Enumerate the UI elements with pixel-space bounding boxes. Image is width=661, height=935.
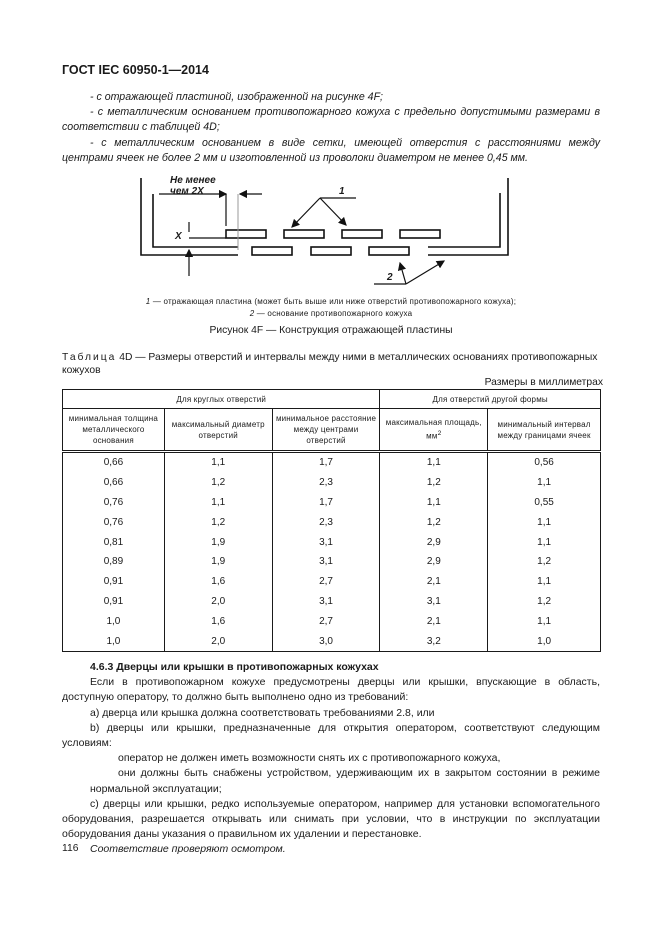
paragraph-subitem: они должны быть снабжены устройством, удерживающим их в закрытом состоянии в режиме нормальной эксплуатации; xyxy=(90,767,600,795)
table-cell: 0,91 xyxy=(63,572,165,592)
table-row xyxy=(63,493,601,513)
intro-item: - с металлическим основанием противопожарного кожуха с предельно допустимыми размерами в соответствии с таблицей 4D; xyxy=(62,106,600,134)
table-cell: 1,9 xyxy=(164,552,272,572)
table-cell: 1,9 xyxy=(164,532,272,552)
table-row xyxy=(63,512,601,532)
table-cell: 0,66 xyxy=(63,473,165,493)
figure-label-2: 2 xyxy=(387,272,393,283)
table-cell: 1,6 xyxy=(164,572,272,592)
compliance-note: Соответствие проверяют осмотром. xyxy=(90,843,286,856)
column-header: максимальная площадь, $мм^2$ xyxy=(380,409,488,452)
table-cell: 2,1 xyxy=(380,611,488,631)
page-number: 116 xyxy=(62,843,79,854)
column-header: минимальное расстояние между центрами отверстий xyxy=(272,409,380,452)
table-row xyxy=(63,611,601,631)
table-cell: 0,66 xyxy=(63,452,165,473)
intro-item: - с металлическим основанием в виде сетки, имеющей отверстия с расстояниями между центрами ячеек не более 2 мм и изготовленной из проволоки диаметром не менее 0,45 мм. xyxy=(62,136,600,164)
table-cell: 1,0 xyxy=(63,611,165,631)
figure-legend xyxy=(62,296,600,320)
table-cell: 2,9 xyxy=(380,552,488,572)
figure-label-min: Не менее чем 2X xyxy=(170,175,216,197)
table-row xyxy=(63,452,601,473)
figure-label-x: X xyxy=(175,231,182,242)
section-4-6-3 xyxy=(62,660,600,858)
table-cell: 2,1 xyxy=(380,572,488,592)
table-cell: 1,1 xyxy=(488,532,601,552)
column-header: минимальный интервал между границами ячеек xyxy=(488,409,601,452)
table-cell: 1,1 xyxy=(380,493,488,513)
paragraph-item-a: a) дверца или крышка должна соответствовать требованиями 2.8, или xyxy=(90,706,435,719)
table-cell: 1,2 xyxy=(380,473,488,493)
intro-list xyxy=(62,90,600,166)
table-4d xyxy=(62,389,601,652)
document-header: ГОСТ IEC 60950-1—2014 xyxy=(62,63,209,77)
table-cell: 1,1 xyxy=(164,452,272,473)
table-cell: 1,1 xyxy=(488,473,601,493)
legend-item: 2 — основание противопожарного кожуха xyxy=(249,309,413,318)
table-cell: 1,1 xyxy=(164,493,272,513)
table-cell: 1,6 xyxy=(164,611,272,631)
table-cell: 1,2 xyxy=(380,512,488,532)
table-title: Таблица 4D — Размеры отверстий и интервалы между ними в металлических основаниях противопожарных кожухов xyxy=(62,352,598,376)
table-cell: 0,91 xyxy=(63,592,165,612)
table-row xyxy=(63,552,601,572)
table-cell: 2,0 xyxy=(164,631,272,651)
paragraph-item-b: b) дверцы или крышки, предназначенные для открытия оператором, соответствуют следующим условиям: xyxy=(62,721,600,750)
column-header: минимальная толщина металлического основания xyxy=(63,409,165,452)
table-cell: 1,0 xyxy=(488,631,601,651)
table-cell: 3,0 xyxy=(272,631,380,651)
table-cell: 2,0 xyxy=(164,592,272,612)
table-cell: 3,2 xyxy=(380,631,488,651)
table-cell: 2,9 xyxy=(380,532,488,552)
table-units: Размеры в миллиметрах xyxy=(484,377,603,388)
table-cell: 1,2 xyxy=(164,512,272,532)
table-cell: 3,1 xyxy=(272,552,380,572)
paragraph-subitem: оператор не должен иметь возможности снять их с противопожарного кожуха, xyxy=(118,752,501,765)
legend-item: 1 — отражающая пластина (может быть выше или ниже отверстий противопожарного кожуха); xyxy=(145,297,517,306)
table-cell: 0,89 xyxy=(63,552,165,572)
table-cell: 2,7 xyxy=(272,572,380,592)
intro-item: - с отражающей пластиной, изображенной на рисунке 4F; xyxy=(90,91,383,103)
table-cell: 0,56 xyxy=(488,452,601,473)
table-cell: 1,1 xyxy=(488,512,601,532)
table-cell: 1,7 xyxy=(272,452,380,473)
figure-label-1: 1 xyxy=(339,186,345,197)
table-cell: 1,0 xyxy=(63,631,165,651)
table-cell: 0,81 xyxy=(63,532,165,552)
table-row xyxy=(63,473,601,493)
table-cell: 2,3 xyxy=(272,512,380,532)
table-cell: 1,1 xyxy=(380,452,488,473)
table-cell: 3,1 xyxy=(380,592,488,612)
table-cell: 1,1 xyxy=(488,611,601,631)
table-cell: 2,7 xyxy=(272,611,380,631)
table-cell: 0,55 xyxy=(488,493,601,513)
table-row xyxy=(63,572,601,592)
section-heading: 4.6.3 Дверцы или крышки в противопожарных кожухах xyxy=(90,661,379,673)
group-header-other: Для отверстий другой формы xyxy=(380,390,601,409)
table-cell: 1,2 xyxy=(164,473,272,493)
table-cell: 2,3 xyxy=(272,473,380,493)
table-cell: 3,1 xyxy=(272,592,380,612)
table-cell: 1,1 xyxy=(488,572,601,592)
column-header: максимальный диаметр отверстий xyxy=(164,409,272,452)
paragraph-item-c: c) дверцы или крышки, редко используемые оператором, например для установки вспомогательного оборудования, разрешается открывать или снимать при условии, что в инструкции по эксплуатации оборудования даны указания о правильном их удалении и перестановке. xyxy=(62,797,600,841)
table-cell: 3,1 xyxy=(272,532,380,552)
table-cell: 0,76 xyxy=(63,512,165,532)
table-cell: 1,2 xyxy=(488,552,601,572)
table-row xyxy=(63,631,601,651)
figure-caption: Рисунок 4F — Конструкция отражающей пластины xyxy=(209,325,453,336)
table-cell: 0,76 xyxy=(63,493,165,513)
table-cell: 1,7 xyxy=(272,493,380,513)
table-row xyxy=(63,532,601,552)
paragraph: Если в противопожарном кожухе предусмотрены дверцы или крышки, впускающие в область, доступную оператору, то должно быть выполнено одно из требований: xyxy=(62,676,600,704)
table-row xyxy=(63,592,601,612)
table-cell: 1,2 xyxy=(488,592,601,612)
group-header-round: Для круглых отверстий xyxy=(63,390,380,409)
